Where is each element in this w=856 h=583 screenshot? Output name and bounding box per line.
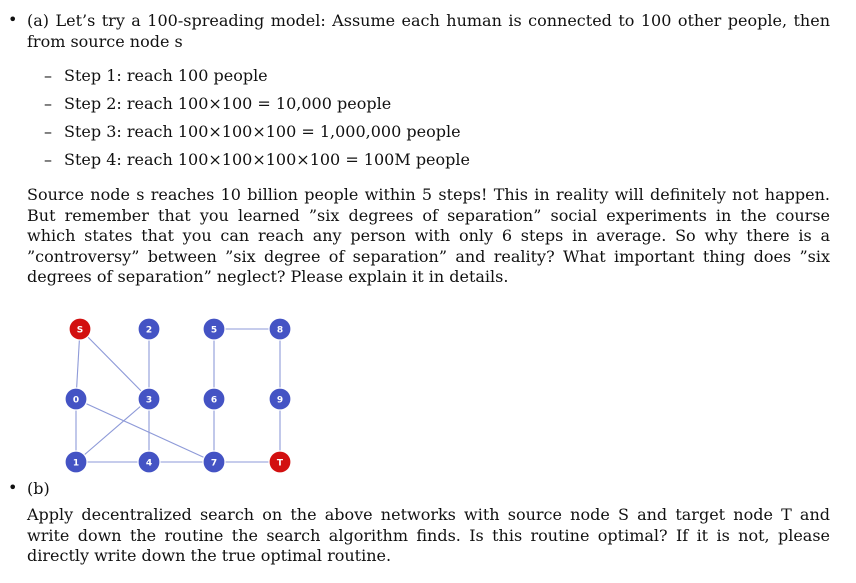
node-label-8: 8 xyxy=(276,325,284,336)
node-label-6: 6 xyxy=(210,395,218,406)
node-1 xyxy=(65,451,87,473)
graph-nodes xyxy=(65,318,291,473)
step-1-text: Step 1: reach 100 people xyxy=(64,66,268,85)
step-1: – Step 1: reach 100 people xyxy=(44,66,268,85)
node-label-5: 5 xyxy=(210,325,218,336)
node-9 xyxy=(269,388,291,410)
node-3 xyxy=(138,388,160,410)
node-2 xyxy=(138,318,160,340)
node-label-4: 4 xyxy=(145,458,153,469)
node-label-9: 9 xyxy=(276,395,284,406)
part-b-label: (b) xyxy=(27,479,50,498)
node-label-0: 0 xyxy=(72,395,80,406)
node-label-T: T xyxy=(276,458,284,469)
node-label-7: 7 xyxy=(210,458,218,469)
graph-edges xyxy=(76,329,280,462)
node-S xyxy=(69,318,91,340)
edge-1-3 xyxy=(76,399,149,462)
step-4: – Step 4: reach 100×100×100×100 = 100M people xyxy=(44,150,470,169)
node-5 xyxy=(203,318,225,340)
part-b-paragraph: Apply decentralized search on the above networks with source node S and target node T and write down the routine the search algorithm finds. Is this routine optimal? If it is not, please directly write down the true optimal routine. xyxy=(27,505,830,565)
node-T xyxy=(269,451,291,473)
edge-S-3 xyxy=(80,329,149,399)
part-a-intro: (a) Let’s try a 100-spreading model: Assume each human is connected to 100 other people, then from source node s xyxy=(27,11,830,51)
step-2-text: Step 2: reach 100×100 = 10,000 people xyxy=(64,94,392,113)
step-2: – Step 2: reach 100×100 = 10,000 people xyxy=(44,94,392,113)
node-8 xyxy=(269,318,291,340)
network-graph xyxy=(60,312,300,476)
node-7 xyxy=(203,451,225,473)
step-4-text: Step 4: reach 100×100×100×100 = 100M people xyxy=(64,150,470,169)
step-3: – Step 3: reach 100×100×100 = 1,000,000 people xyxy=(44,122,461,141)
node-4 xyxy=(138,451,160,473)
node-label-2: 2 xyxy=(145,325,153,336)
step-3-text: Step 3: reach 100×100×100 = 1,000,000 people xyxy=(64,122,461,141)
bullet-b: • xyxy=(8,478,18,497)
node-0 xyxy=(65,388,87,410)
bullet-a: • xyxy=(8,10,18,29)
node-label-S: S xyxy=(76,325,84,336)
node-6 xyxy=(203,388,225,410)
node-label-1: 1 xyxy=(72,458,80,469)
part-a-paragraph: Source node s reaches 10 billion people within 5 steps! This in reality will definitely not happen. But remember that you learned ”six degrees of separation” social experiments in the course which states that you can reach any person with only 6 steps in average. So why there is a ”controversy” between ”six degree of separation” and reality? What important thing does ”six degrees of separation” neglect? Please explain it in details. xyxy=(27,185,830,286)
node-label-3: 3 xyxy=(145,395,153,406)
